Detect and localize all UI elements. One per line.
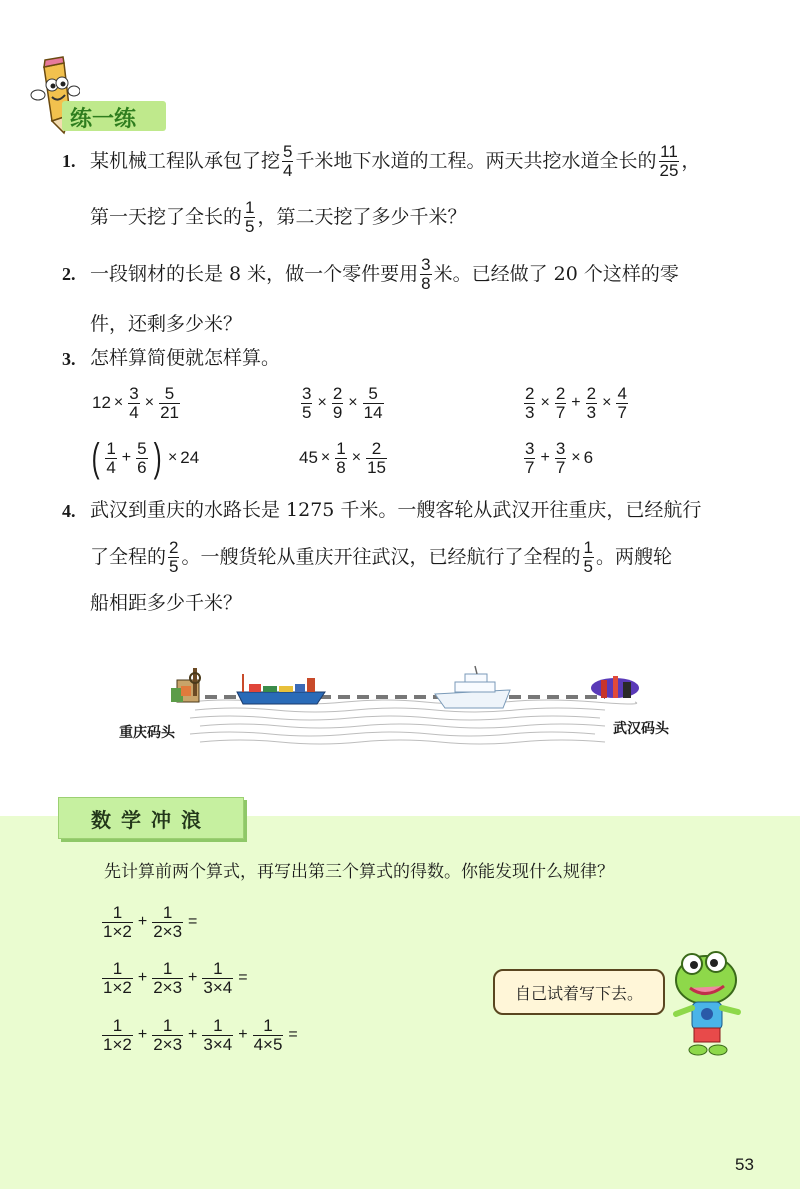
fraction: $\frac{1}{5}$ [583,538,593,576]
problem-4-line-3: 船相距多少千米？ [90,592,243,614]
problem-2-line-1: 2. 一段钢材的长是 8 米，做一个零件要用 $\frac{3}{8}$ 米。已经做了 20 个这样的零 [62,255,679,293]
wuhan-dock-icon [591,676,639,698]
surf-instruction: 先计算前两个算式，再写出第三个算式的得数。你能发现什么规律？ [104,862,614,882]
page-number: 53 [735,1155,754,1174]
fraction: $\frac{1}{5}$ [245,198,255,236]
surf-expression-3: $\frac{1}{1\times 2}$ + $\frac{1}{2\times 3}$ + $\frac{1}{3\times 4}$ + $\frac{1}{4\times 5}$ = [103,1016,298,1054]
math-surf-title: 数学冲浪 [58,797,244,839]
passenger-ship-icon [435,666,510,708]
problem-3-line-1: 3. 怎样算简便就怎样算。 [62,347,281,369]
surf-expression-1: $\frac{1}{1\times 2}$ + $\frac{1}{2\times 3}$ = [103,903,198,941]
frog-mascot-icon [668,950,744,1060]
problem-3-number: 3. [62,348,76,369]
section-title-text: 练一练 [70,107,137,132]
problem-2-number: 2. [62,264,76,285]
fraction: $\frac{5}{4}$ [283,142,293,180]
fraction: $\frac{3}{8}$ [421,255,431,293]
fraction: $\frac{2}{5}$ [169,538,179,576]
expression-1: 12 × $\frac{3}{4}$ × $\frac{5}{21}$ [92,384,179,422]
expression-4: ( $\frac{1}{4}$ + $\frac{5}{6}$ ) × 24 [91,436,200,480]
problem-2-line-2: 件，还剩多少米？ [90,313,243,335]
wuhan-dock-label: 武汉码头 [613,721,669,737]
expression-5: 45 × $\frac{1}{8}$ × $\frac{2}{15}$ [299,439,386,477]
problem-4-number: 4. [62,500,76,521]
problem-4-line-1: 4. 武汉到重庆的水路长是 1275 千米。一艘客轮从武汉开往重庆，已经航行 [62,499,702,521]
surf-expression-2: $\frac{1}{1\times 2}$ + $\frac{1}{2\times 3}$ + $\frac{1}{3\times 4}$ = [103,959,248,997]
problem-1-line-2: 第一天挖了全长的 $\frac{1}{5}$ ，第二天挖了多少千米？ [90,198,467,236]
chongqing-dock-icon [171,668,200,702]
problem-4-line-2: 了全程的 $\frac{2}{5}$ 。一艘货轮从重庆开往武汉，已经航行了全程的 $\frac{1}{5}$ 。两艘轮 [90,538,672,576]
expression-2: $\frac{3}{5}$ × $\frac{2}{9}$ × $\frac{5}{14}$ [302,384,383,422]
river-illustration [165,660,645,755]
chongqing-dock-label: 重庆码头 [119,725,175,741]
problem-1-number: 1. [62,151,76,172]
cargo-ship-icon [237,674,325,704]
speech-bubble: 自己试着写下去。 [493,969,665,1015]
expression-6: $\frac{3}{7}$ + $\frac{3}{7}$ × 6 [525,439,594,477]
fraction: $\frac{11}{25}$ [659,142,679,180]
problem-1-line-1: 1. 某机械工程队承包了挖 $\frac{5}{4}$ 千米地下水道的工程。两天共挖水道全长的 $\frac{11}{25}$ ， [62,142,701,180]
expression-3: $\frac{2}{3}$ × $\frac{2}{7}$ + $\frac{2}{3}$ × $\frac{4}{7}$ [525,384,627,422]
